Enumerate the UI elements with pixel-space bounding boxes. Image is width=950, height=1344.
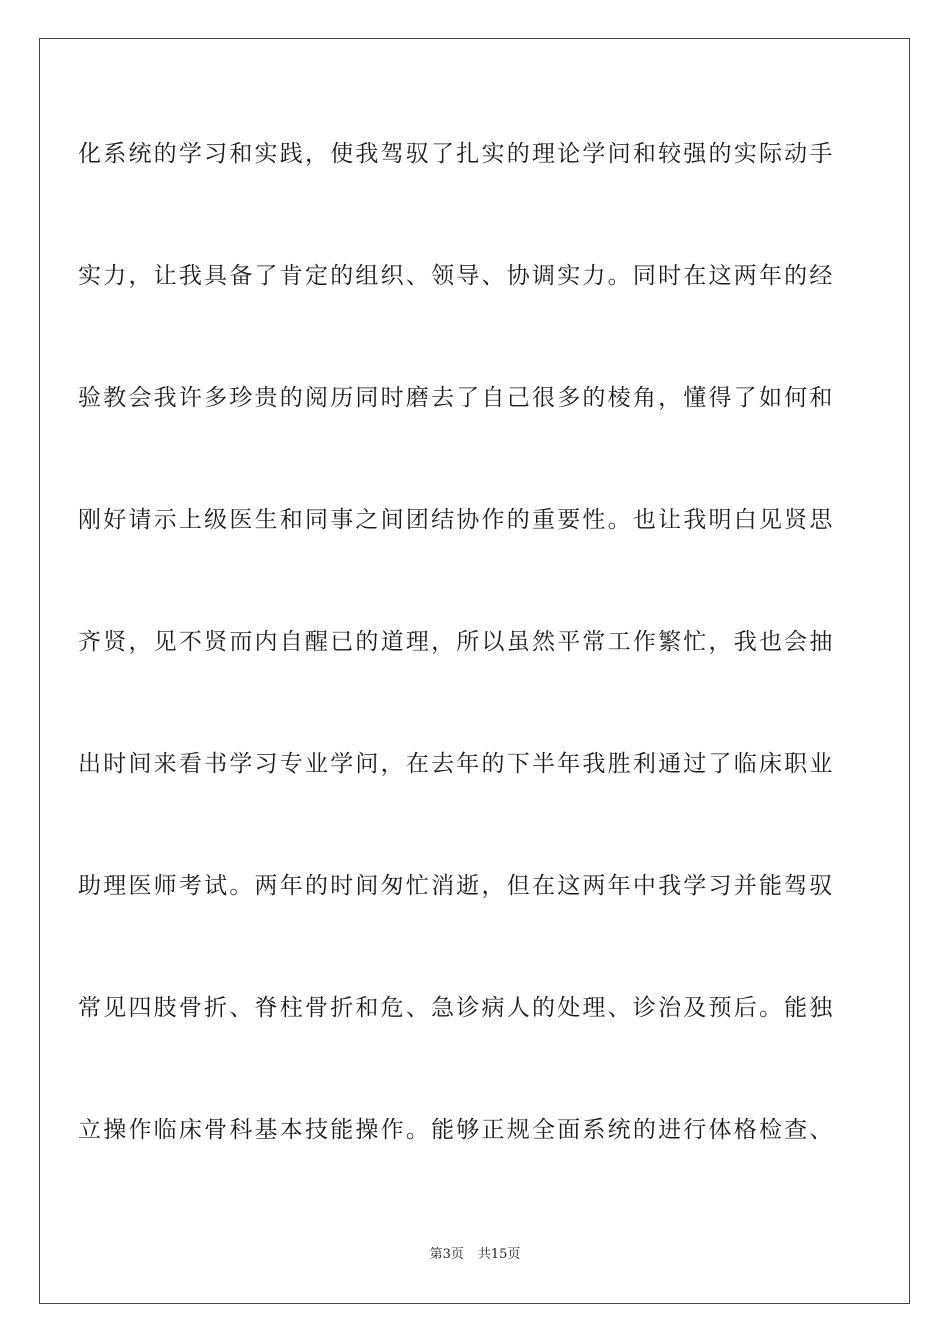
- page-number: 第3页: [429, 1247, 464, 1262]
- page-footer: [0, 1246, 950, 1264]
- text-line-7: 助理医师考试。两年的时间匆忙消逝，但在这两年中我学习并能驾驭: [78, 873, 833, 899]
- page-total: 共15页: [477, 1247, 521, 1262]
- text-line-9: 立操作临床骨科基本技能操作。能够正规全面系统的进行体格检查、: [78, 1117, 833, 1143]
- text-line-3: 验教会我许多珍贵的阅历同时磨去了自己很多的棱角，懂得了如何和: [78, 385, 833, 411]
- text-line-4: 刚好请示上级医生和同事之间团结协作的重要性。也让我明白见贤思: [78, 507, 833, 533]
- text-line-6: 出时间来看书学习专业学问，在去年的下半年我胜利通过了临床职业: [78, 751, 833, 777]
- text-line-2: 实力，让我具备了肯定的组织、领导、协调实力。同时在这两年的经: [78, 263, 833, 289]
- text-line-1: 化系统的学习和实践，使我驾驭了扎实的理论学问和较强的实际动手: [78, 141, 833, 167]
- text-line-8: 常见四肢骨折、脊柱骨折和危、急诊病人的处理、诊治及预后。能独: [78, 995, 833, 1021]
- text-line-5: 齐贤，见不贤而内自醒已的道理，所以虽然平常工作繁忙，我也会抽: [78, 629, 833, 655]
